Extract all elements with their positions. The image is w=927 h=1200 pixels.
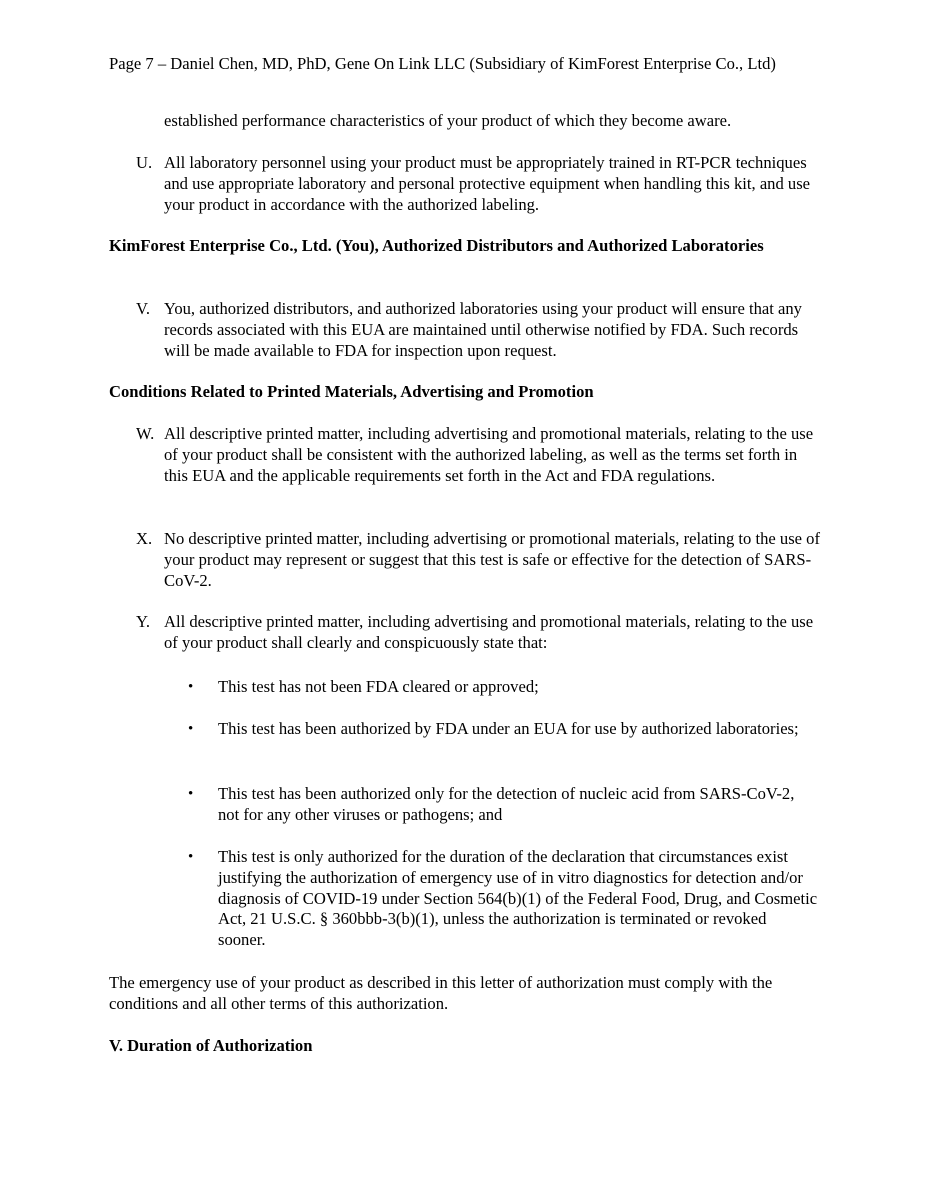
list-item-text: You, authorized distributors, and authorized laboratories using your product will ensure that any records associated with this EUA are maintained until otherwise notified by FDA. Such records will be made available to FDA for inspection upon request.	[164, 299, 802, 360]
list-item-text: All laboratory personnel using your product must be appropriately trained in RT-PCR techniques and use appropriate laboratory and personal protective equipment when handling this kit, and use your product in accordance with the authorized labeling.	[164, 153, 811, 214]
list-marker: W.	[136, 424, 155, 443]
bullet-text: This test has not been FDA cleared or approved;	[218, 677, 539, 696]
list-item-text: All descriptive printed matter, including advertising and promotional materials, relating to the use of your product shall clearly and conspicuously state that:	[164, 612, 814, 652]
list-marker: X.	[136, 529, 153, 548]
page-header: Page 7 – Daniel Chen, MD, PhD, Gene On Link LLC (Subsidiary of KimForest Enterprise Co., Ltd)	[109, 54, 776, 73]
bullet-text: This test is only authorized for the duration of the declaration that circumstances exist justifying the authorization of emergency use of in vitro diagnostics for detection and/or diagnosis of COVID-19 under Section 564(b)(1) of the Federal Food, Drug, and Cosmetic Act, 21 U.S.C. § 360bbb-3(b)(1), unless the authorization is terminated or revoked sooner.	[218, 847, 818, 950]
bullet-text: This test has been authorized by FDA under an EUA for use by authorized laboratories;	[218, 719, 799, 738]
section-heading-distributors: KimForest Enterprise Co., Ltd. (You), Authorized Distributors and Authorized Laboratories	[109, 236, 764, 255]
list-item-text: No descriptive printed matter, including advertising or promotional materials, relating to the use of your product may represent or suggest that this test is safe or effective for the detection of SARS-CoV-2.	[164, 529, 820, 590]
section-heading-duration: V. Duration of Authorization	[109, 1036, 313, 1055]
bullet-icon: •	[188, 786, 194, 802]
bullet-icon: •	[188, 849, 194, 865]
closing-paragraph: The emergency use of your product as described in this letter of authorization must comply with the conditions and all other terms of this authorization.	[109, 973, 773, 1013]
bullet-text: This test has been authorized only for the detection of nucleic acid from SARS-CoV-2, not for any other viruses or pathogens; and	[218, 784, 795, 824]
list-item-text: All descriptive printed matter, including advertising and promotional materials, relating to the use of your product shall be consistent with the authorized labeling, as well as the terms set forth in this EUA and the applicable requirements set forth in the Act and FDA regulations.	[164, 424, 814, 485]
list-marker: V.	[136, 299, 150, 318]
section-heading-printed-materials: Conditions Related to Printed Materials, Advertising and Promotion	[109, 382, 594, 401]
list-marker: Y.	[136, 612, 150, 631]
bullet-icon: •	[188, 679, 194, 695]
continuation-paragraph: established performance characteristics of your product of which they become aware.	[164, 111, 732, 130]
list-marker: U.	[136, 153, 153, 172]
bullet-icon: •	[188, 721, 194, 737]
